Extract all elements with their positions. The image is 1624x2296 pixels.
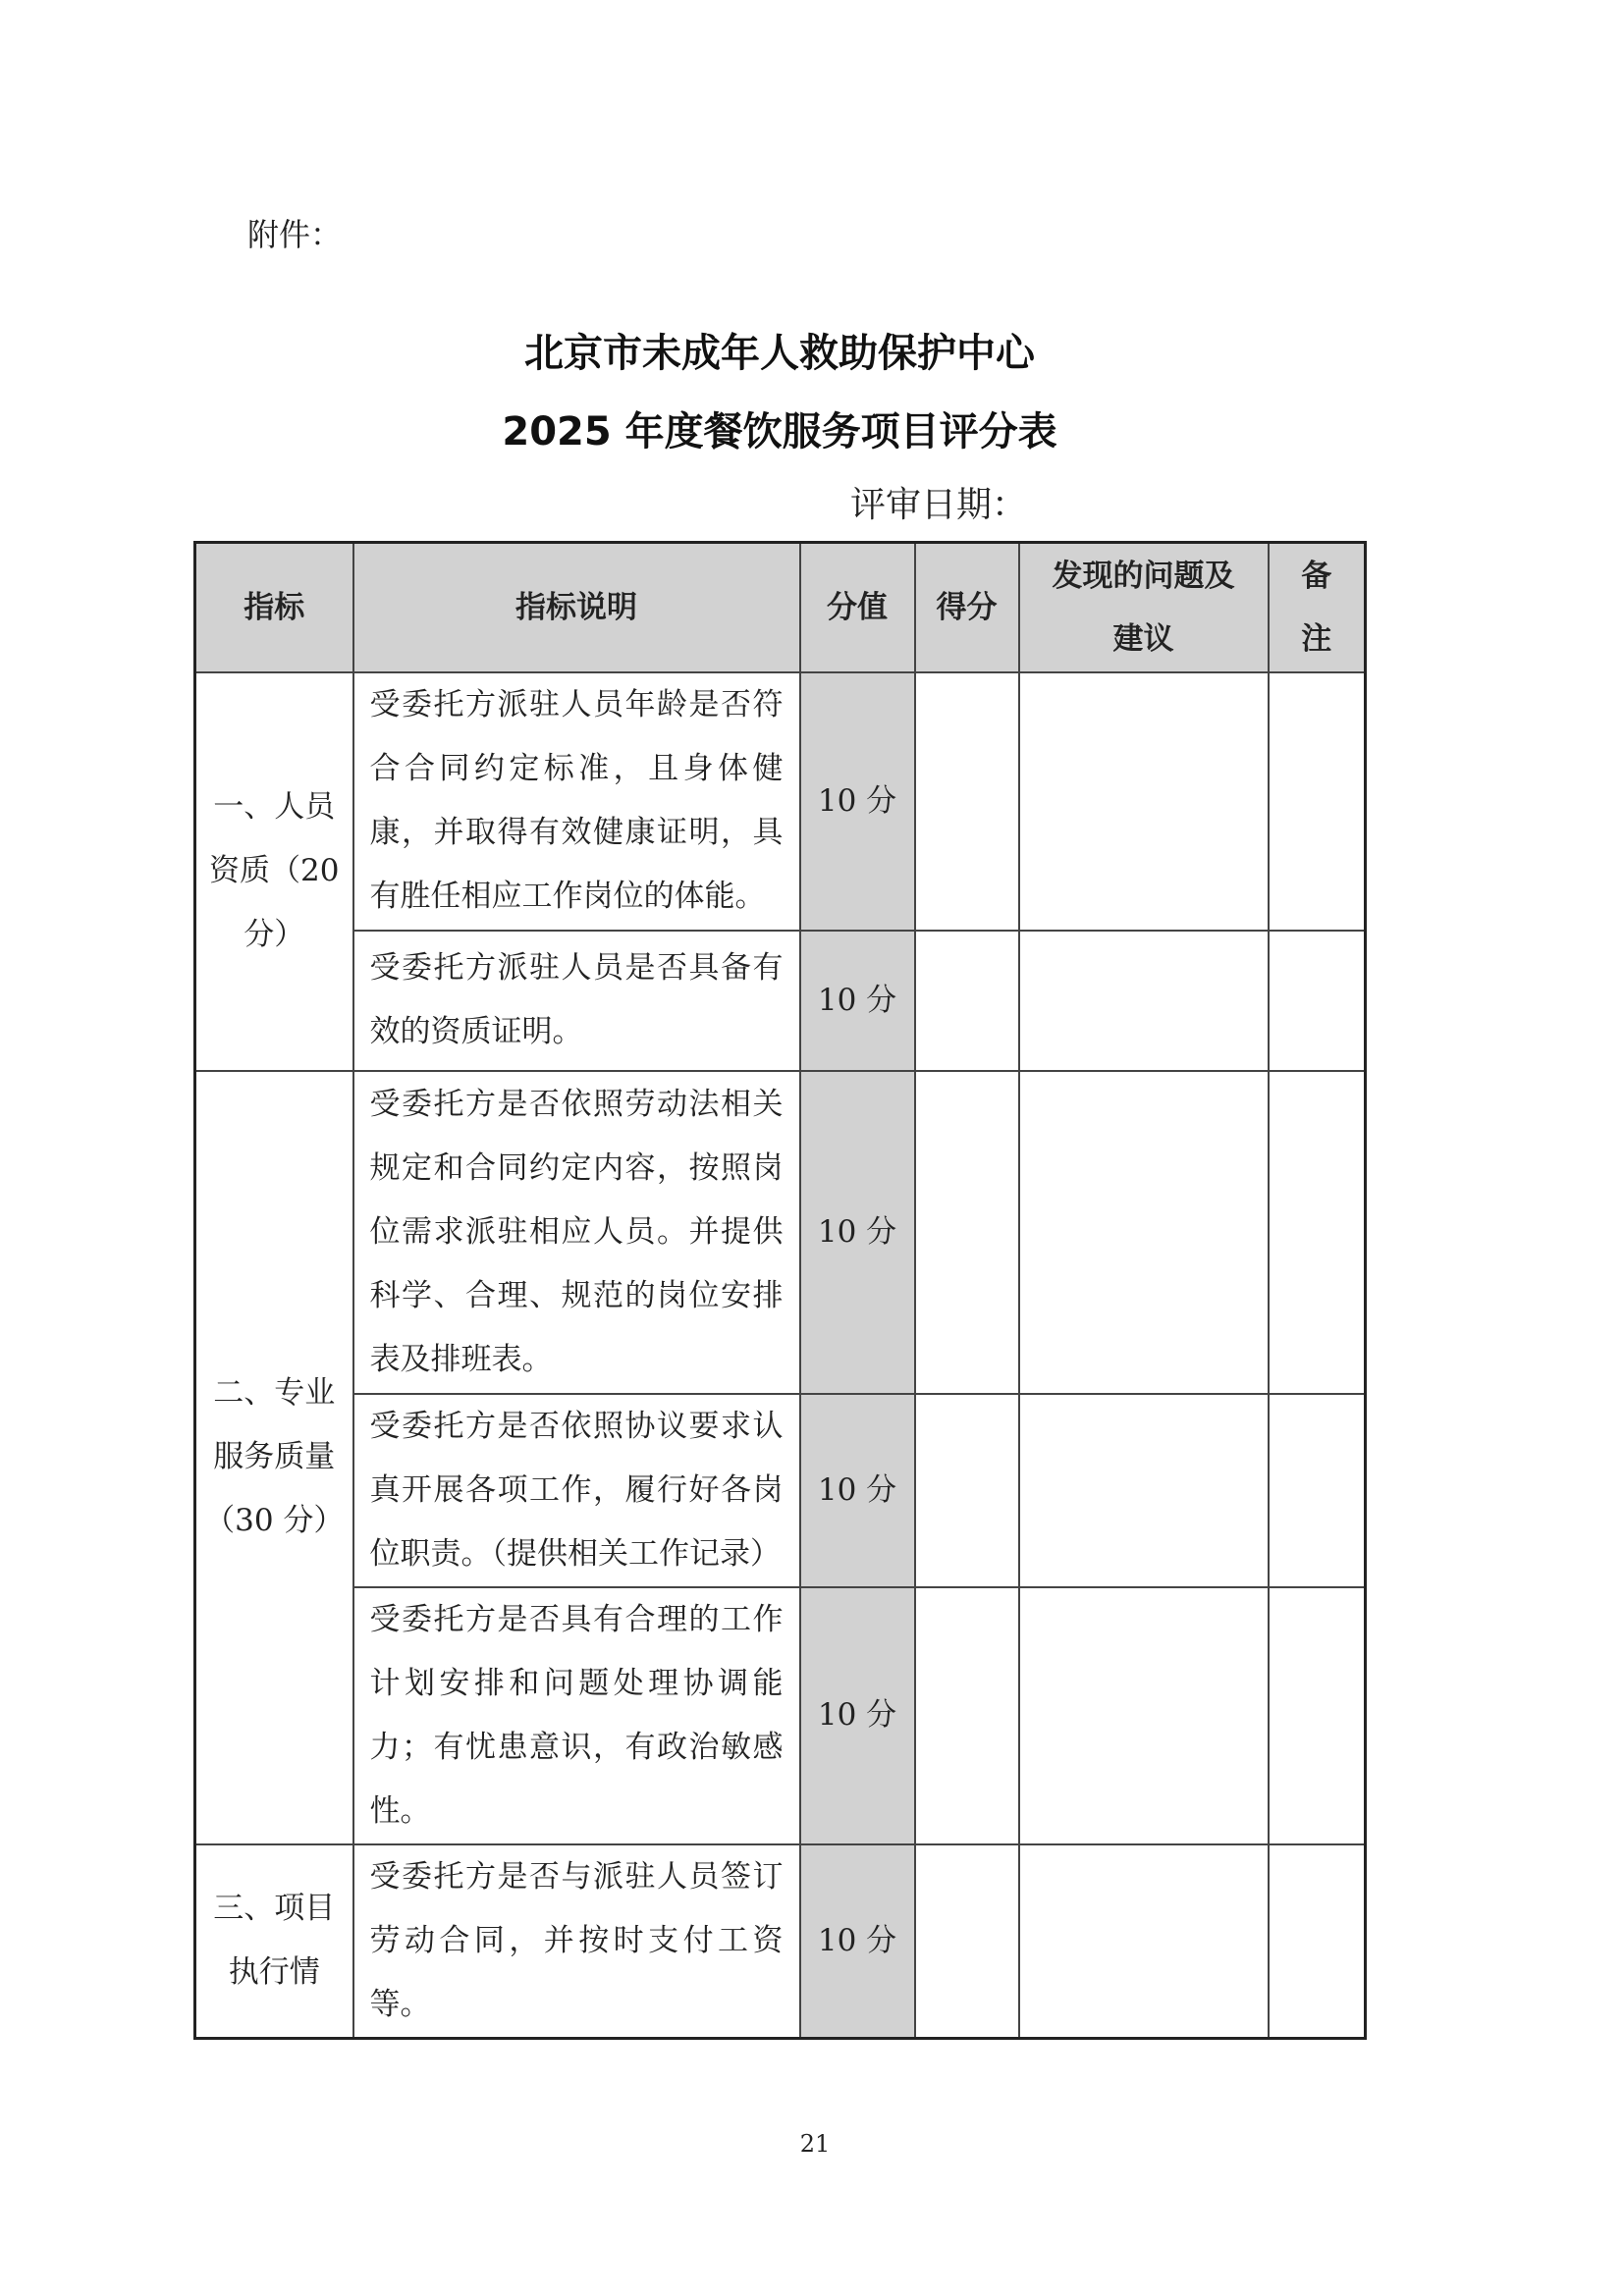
category-cell: 一、人员资质（20 分） bbox=[195, 672, 353, 1071]
remarks-cell[interactable] bbox=[1269, 1587, 1366, 1844]
header-indicator: 指标 bbox=[195, 543, 353, 672]
score-value-cell: 10 分 bbox=[800, 672, 915, 931]
table-row bbox=[195, 1844, 1366, 2039]
page-number: 21 bbox=[799, 2130, 831, 2158]
description-cell: 受委托方是否具有合理的工作计划安排和问题处理协调能力；有忧患意识，有政治敏感性。 bbox=[353, 1587, 800, 1844]
title-line-2: 2025 年度餐饮服务项目评分表 bbox=[502, 409, 1057, 454]
issues-cell[interactable] bbox=[1019, 672, 1269, 931]
category-cell: 二、专业服务质量（30 分） bbox=[195, 1071, 353, 1844]
description-cell: 受委托方是否与派驻人员签订劳动合同，并按时支付工资等。 bbox=[353, 1844, 800, 2039]
scoring-table bbox=[193, 541, 1367, 2040]
title-line-1: 北京市未成年人救助保护中心 bbox=[524, 331, 1035, 376]
table-row bbox=[195, 672, 1366, 931]
description-cell: 受委托方派驻人员是否具备有效的资质证明。 bbox=[353, 931, 800, 1071]
remarks-cell[interactable] bbox=[1269, 931, 1366, 1071]
score-value-cell: 10 分 bbox=[800, 1394, 915, 1587]
table-row bbox=[195, 1587, 1366, 1844]
issues-cell[interactable] bbox=[1019, 931, 1269, 1071]
attachment-label: 附件： bbox=[247, 216, 343, 253]
table-row bbox=[195, 1071, 1366, 1394]
issues-cell[interactable] bbox=[1019, 1844, 1269, 2039]
category-cell: 三、项目执行情 bbox=[195, 1844, 353, 2039]
header-remarks: 备注 bbox=[1269, 543, 1366, 672]
obtained-score-cell[interactable] bbox=[915, 1394, 1019, 1587]
remarks-cell[interactable] bbox=[1269, 1394, 1366, 1587]
header-obtained-score: 得分 bbox=[915, 543, 1019, 672]
description-cell: 受委托方是否依照协议要求认真开展各项工作，履行好各岗位职责。（提供相关工作记录） bbox=[353, 1394, 800, 1587]
header-description: 指标说明 bbox=[353, 543, 800, 672]
remarks-cell[interactable] bbox=[1269, 672, 1366, 931]
description-cell: 受委托方是否依照劳动法相关规定和合同约定内容，按照岗位需求派驻相应人员。并提供科学、合理、规范的岗位安排表及排班表。 bbox=[353, 1071, 800, 1394]
score-value-cell: 10 分 bbox=[800, 1587, 915, 1844]
remarks-cell[interactable] bbox=[1269, 1071, 1366, 1394]
remarks-cell[interactable] bbox=[1269, 1844, 1366, 2039]
table-row bbox=[195, 1394, 1366, 1587]
obtained-score-cell[interactable] bbox=[915, 672, 1019, 931]
issues-cell[interactable] bbox=[1019, 1071, 1269, 1394]
table-row bbox=[195, 931, 1366, 1071]
score-value-cell: 10 分 bbox=[800, 931, 915, 1071]
score-value-cell: 10 分 bbox=[800, 1071, 915, 1394]
obtained-score-cell[interactable] bbox=[915, 1587, 1019, 1844]
header-issues: 发现的问题及建议 bbox=[1019, 543, 1269, 672]
obtained-score-cell[interactable] bbox=[915, 931, 1019, 1071]
obtained-score-cell[interactable] bbox=[915, 1071, 1019, 1394]
issues-cell[interactable] bbox=[1019, 1394, 1269, 1587]
obtained-score-cell[interactable] bbox=[915, 1844, 1019, 2039]
description-cell: 受委托方派驻人员年龄是否符合合同约定标准，且身体健康，并取得有效健康证明，具有胜任相应工作岗位的体能。 bbox=[353, 672, 800, 931]
score-value-cell: 10 分 bbox=[800, 1844, 915, 2039]
header-score-value: 分值 bbox=[800, 543, 915, 672]
header-row bbox=[195, 543, 1366, 672]
issues-cell[interactable] bbox=[1019, 1587, 1269, 1844]
review-date-label: 评审日期： bbox=[850, 485, 1028, 525]
